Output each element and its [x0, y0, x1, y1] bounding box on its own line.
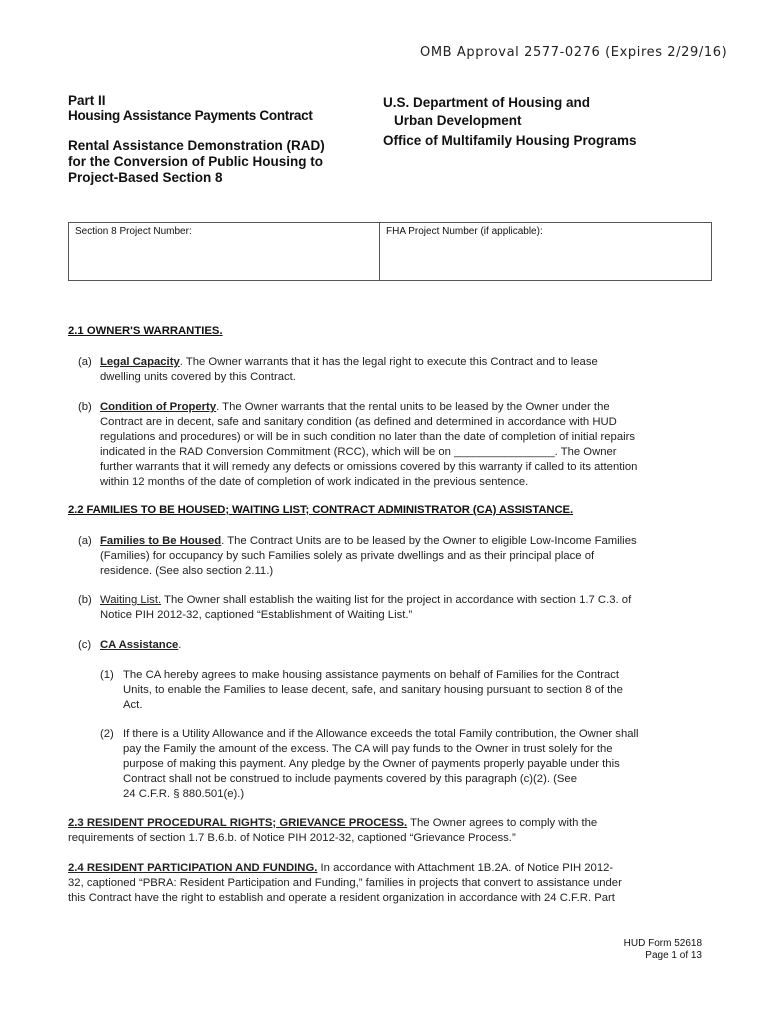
section-2-3-heading: 2.3 RESIDENT PROCEDURAL RIGHTS; GRIEVANCE PROCESS.	[68, 817, 408, 829]
page-number: Page 1 of 13	[645, 950, 702, 961]
section-2-1-b-line3: regulations and procedures) or will be in such condition no later than the date of completion of initial repairs	[100, 431, 636, 443]
families-to-be-housed-title: Families to Be Housed	[100, 535, 222, 547]
section-2-2-c2-line1: If there is a Utility Allowance and if the Allowance exceeds the total Family contribution, the Owner shall	[123, 728, 639, 740]
section-2-1-heading-end: .	[219, 325, 223, 337]
section-2-2-a-line1: . The Contract Units are to be leased by the Owner to eligible Low-Income Families	[221, 535, 637, 547]
dept-name-line2: Urban Development	[394, 113, 522, 128]
legal-capacity-title: Legal Capacity	[100, 356, 180, 368]
fha-project-number-field[interactable]	[380, 223, 711, 280]
section-2-2-c1-line3: Act.	[123, 699, 143, 711]
section-2-4-heading: 2.4 RESIDENT PARTICIPATION AND FUNDING.	[68, 862, 318, 874]
section-2-2-c	[100, 638, 181, 653]
section-2-2-c1-line2: Units, to enable the Families to lease decent, safe, and sanitary housing pursuant to section 8 of the	[123, 684, 623, 696]
fha-project-number-label: FHA Project Number (if applicable):	[386, 226, 543, 237]
section8-project-number-label: Section 8 Project Number:	[75, 226, 192, 237]
section-2-1-b-marker: (b)	[78, 401, 92, 413]
section-2-1-b-line1: . The Owner warrants that the rental units to be leased by the Owner under the	[216, 401, 610, 413]
ca-assistance-title: CA Assistance	[100, 639, 179, 651]
section-2-2-c1-marker: (1)	[100, 669, 114, 681]
section-2-1-heading-text: 2.1 OWNER'S WARRANTIES	[68, 325, 220, 337]
section-2-2-b	[100, 593, 710, 623]
section-2-3-line2: requirements of section 1.7 B.6.b. of Notice PIH 2012-32, captioned “Grievance Process.”	[68, 832, 516, 844]
section-2-2-heading-end: .	[569, 504, 573, 516]
section-2-4	[68, 861, 718, 906]
section-2-2-b-line2: Notice PIH 2012-32, captioned “Establishment of Waiting List.”	[100, 609, 413, 621]
section-2-1-a-line1: . The Owner warrants that it has the legal right to execute this Contract and to lease	[179, 356, 598, 368]
rad-title-line1: Rental Assistance Demonstration (RAD)	[68, 138, 325, 153]
section-2-4-line2: 32, captioned “PBRA: Resident Participation and Funding,” families in projects that convert to assistance under	[68, 877, 622, 889]
section-2-2-a-line3: residence. (See also section 2.11.)	[100, 565, 274, 577]
section-2-1-a	[100, 355, 710, 385]
page-footer	[624, 938, 702, 962]
section-2-1-heading	[68, 325, 223, 337]
section-2-2-c1	[123, 668, 713, 713]
dept-name-line1: U.S. Department of Housing and	[383, 95, 591, 110]
section-2-2-a-line2: (Families) for occupancy by such Families solely as private dwellings and as their principal place of	[100, 550, 595, 562]
section-2-2-heading-text: 2.2 FAMILIES TO BE HOUSED; WAITING LIST; CONTRACT ADMINISTRATOR (CA) ASSISTANCE	[68, 504, 570, 516]
section-2-2-c-marker: (c)	[78, 639, 92, 651]
office-name: Office of Multifamily Housing Programs	[383, 133, 637, 148]
section-2-1-b-line4: indicated in the RAD Conversion Commitment (RCC), which will be on ________________. The Owner	[100, 446, 617, 458]
section-2-2-b-marker: (b)	[78, 594, 92, 606]
omb-approval: OMB Approval 2577-0276 (Expires 2/29/16)	[420, 45, 728, 60]
section-2-1-b	[100, 400, 710, 490]
rad-title-line3: Project-Based Section 8	[68, 170, 223, 185]
section-2-2-a	[100, 534, 710, 579]
contract-title: Housing Assistance Payments Contract	[68, 108, 313, 123]
ca-assistance-title-end: .	[178, 639, 182, 651]
section-2-2-c2-line2: pay the Family the amount of the excess. The CA will pay funds to the Owner in trust solely for the	[123, 743, 613, 755]
section-2-1-b-line2: Contract are in decent, safe and sanitary condition (as defined and determined in accordance with HUD	[100, 416, 617, 428]
section-2-2-c2-line5: 24 C.F.R. § 880.501(e).)	[123, 788, 245, 800]
section-2-2-c2-line4: Contract shall not be construed to include payments covered by this paragraph (c)(2). (See	[123, 773, 577, 785]
part-label: Part II	[68, 93, 106, 108]
section-2-2-heading	[68, 504, 573, 516]
section-2-1-a-line2: dwelling units covered by this Contract.	[100, 371, 296, 383]
section-2-2-c2	[123, 727, 713, 802]
section-2-1-b-line6: within 12 months of the date of completion of work indicated in the previous sentence.	[100, 476, 529, 488]
project-number-box	[68, 222, 712, 281]
section-2-3-line1: The Owner agrees to comply with the	[407, 817, 598, 829]
section-2-4-line1: In accordance with Attachment 1B.2A. of Notice PIH 2012-	[317, 862, 614, 874]
section-2-2-c1-line1: The CA hereby agrees to make housing assistance payments on behalf of Families for the Contract	[123, 669, 620, 681]
rad-title-line2: for the Conversion of Public Housing to	[68, 154, 323, 169]
form-number: HUD Form 52618	[623, 938, 702, 949]
section-2-2-c2-line3: purpose of making this payment. Any pledge by the Owner of payments properly payable under this	[123, 758, 620, 770]
section-2-2-a-marker: (a)	[78, 535, 92, 547]
section8-project-number-field[interactable]	[69, 223, 380, 280]
condition-of-property-title: Condition of Property	[100, 401, 217, 413]
section-2-2-c2-marker: (2)	[100, 728, 114, 740]
waiting-list-title: Waiting List.	[100, 594, 162, 606]
section-2-1-a-marker: (a)	[78, 356, 92, 368]
section-2-2-b-line1: The Owner shall establish the waiting list for the project in accordance with section 1.7 C.3. of	[161, 594, 632, 606]
section-2-1-b-line5: further warrants that it will remedy any defects or omissions covered by this warranty if called to its attention	[100, 461, 638, 473]
section-2-3	[68, 816, 718, 846]
section-2-4-line3: this Contract have the right to establish and operate a resident organization in accordance with 24 C.F.R. Part	[68, 892, 615, 904]
